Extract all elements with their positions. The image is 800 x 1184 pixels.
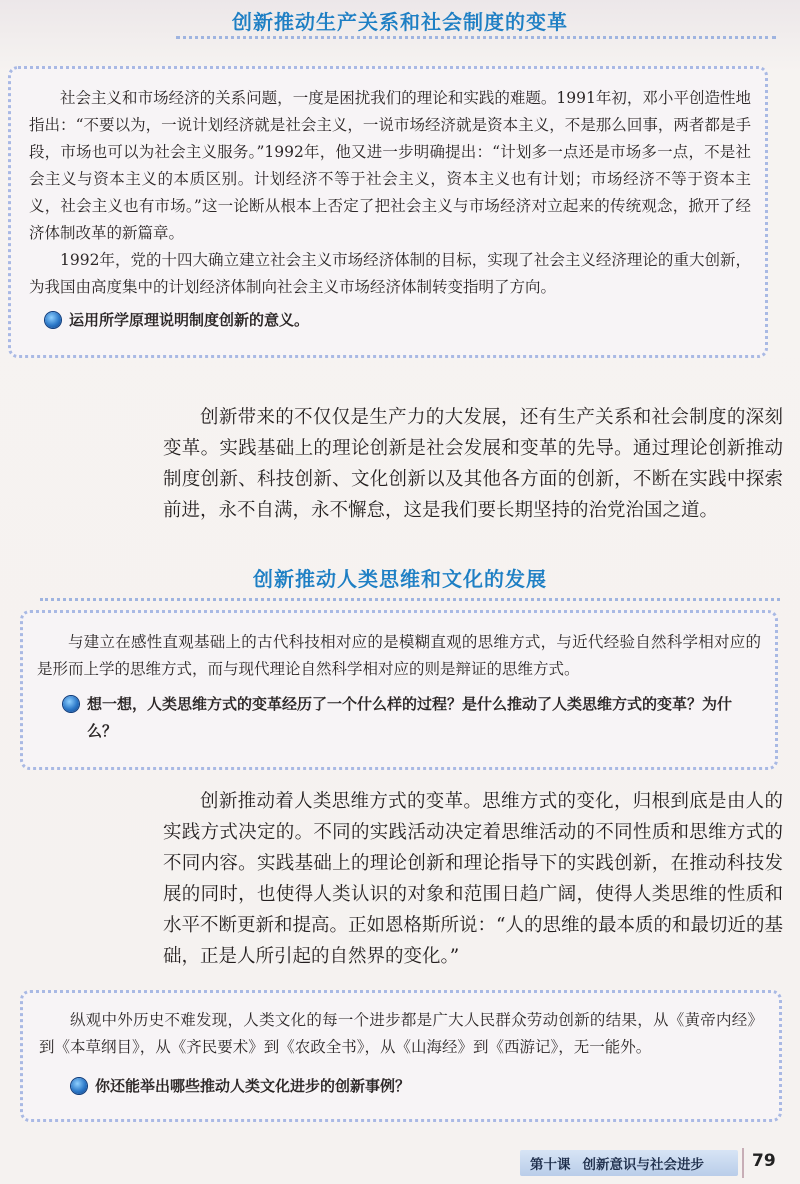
question-text: 想一想，人类思维方式的变革经历了一个什么样的过程？是什么推动了人类思维方式的变革？为什么？ xyxy=(87,695,733,740)
question-text: 运用所学原理说明制度创新的意义。 xyxy=(69,311,310,329)
box-paragraph: 与建立在感性直观基础上的古代科技相对应的是模糊直观的思维方式，与近代经验自然科学相对应的是形而上学的思维方式，而与现代理论自然科学相对应的则是辩证的思维方式。 xyxy=(37,633,761,678)
reading-box-culture xyxy=(20,990,782,1122)
question-bullet-icon xyxy=(63,696,79,712)
heading-dotted-rule xyxy=(40,598,780,601)
footer-divider xyxy=(742,1148,744,1178)
reading-box-market-economy xyxy=(8,66,768,358)
question-bullet-icon xyxy=(45,312,61,328)
box-paragraph: 1992年，党的十四大确立建立社会主义市场经济体制的目标，实现了社会主义经济理论的重大创新，为我国由高度集中的计划经济体制向社会主义市场经济体制转变指明了方向。 xyxy=(29,251,751,296)
heading-dotted-rule xyxy=(176,36,776,39)
section-heading-system-change: 创新推动生产关系和社会制度的变革 xyxy=(232,10,568,34)
body-paragraph-thinking xyxy=(163,786,783,972)
question-prompt xyxy=(63,691,761,745)
question-bullet-icon xyxy=(71,1078,87,1094)
box-paragraph: 纵观中外历史不难发现，人类文化的每一个进步都是广大人民群众劳动创新的结果，从《黄帝内经》到《本草纲目》，从《齐民要术》到《农政全书》，从《山海经》到《西游记》，无一能外。 xyxy=(39,1011,763,1056)
body-paragraph-innovation xyxy=(163,402,783,526)
reading-box-thinking-modes xyxy=(20,610,778,770)
question-prompt xyxy=(45,307,751,334)
question-prompt xyxy=(71,1073,763,1100)
lesson-title: 创新意识与社会进步 xyxy=(582,1157,704,1173)
page-number: 79 xyxy=(752,1151,776,1171)
section-heading-thinking-culture: 创新推动人类思维和文化的发展 xyxy=(253,567,547,591)
lesson-number: 第十课 xyxy=(530,1157,571,1173)
question-text: 你还能举出哪些推动人类文化进步的创新事例？ xyxy=(95,1077,411,1095)
body-text: 创新推动着人类思维方式的变革。思维方式的变化，归根到底是由人的实践方式决定的。不同的实践活动决定着思维活动的不同性质和思维方式的不同内容。实践基础上的理论创新和理论指导下的实践创新，在推动科技发展的同时，也使得人类认识的对象和范围日趋广阔，使得人类思维的性质和水平不断更新和提高。正如恩格斯所说：“人的思维的最本质的和最切近的基础，正是人所引起的自然界的变化。” xyxy=(163,791,783,967)
body-text: 创新带来的不仅仅是生产力的大发展，还有生产关系和社会制度的深刻变革。实践基础上的理论创新是社会发展和变革的先导。通过理论创新推动制度创新、科技创新、文化创新以及其他各方面的创新，不断在实践中探索前进，永不自满，永不懈怠，这是我们要长期坚持的治党治国之道。 xyxy=(163,407,783,521)
box-paragraph: 社会主义和市场经济的关系问题，一度是困扰我们的理论和实践的难题。1991年初，邓小平创造性地指出：“不要以为，一说计划经济就是社会主义，一说市场经济就是资本主义，不是那么回事，两者都是手段，市场也可以为社会主义服务。”1992年，他又进一步明确提出：“计划多一点还是市场多一点，不是社会主义与资本主义的本质区别。计划经济不等于社会主义，资本主义也有计划；市场经济不等于资本主义，社会主义也有市场。”这一论断从根本上否定了把社会主义与市场经济对立起来的传统观念，掀开了经济体制改革的新篇章。 xyxy=(29,89,751,242)
running-footer xyxy=(520,1150,738,1176)
